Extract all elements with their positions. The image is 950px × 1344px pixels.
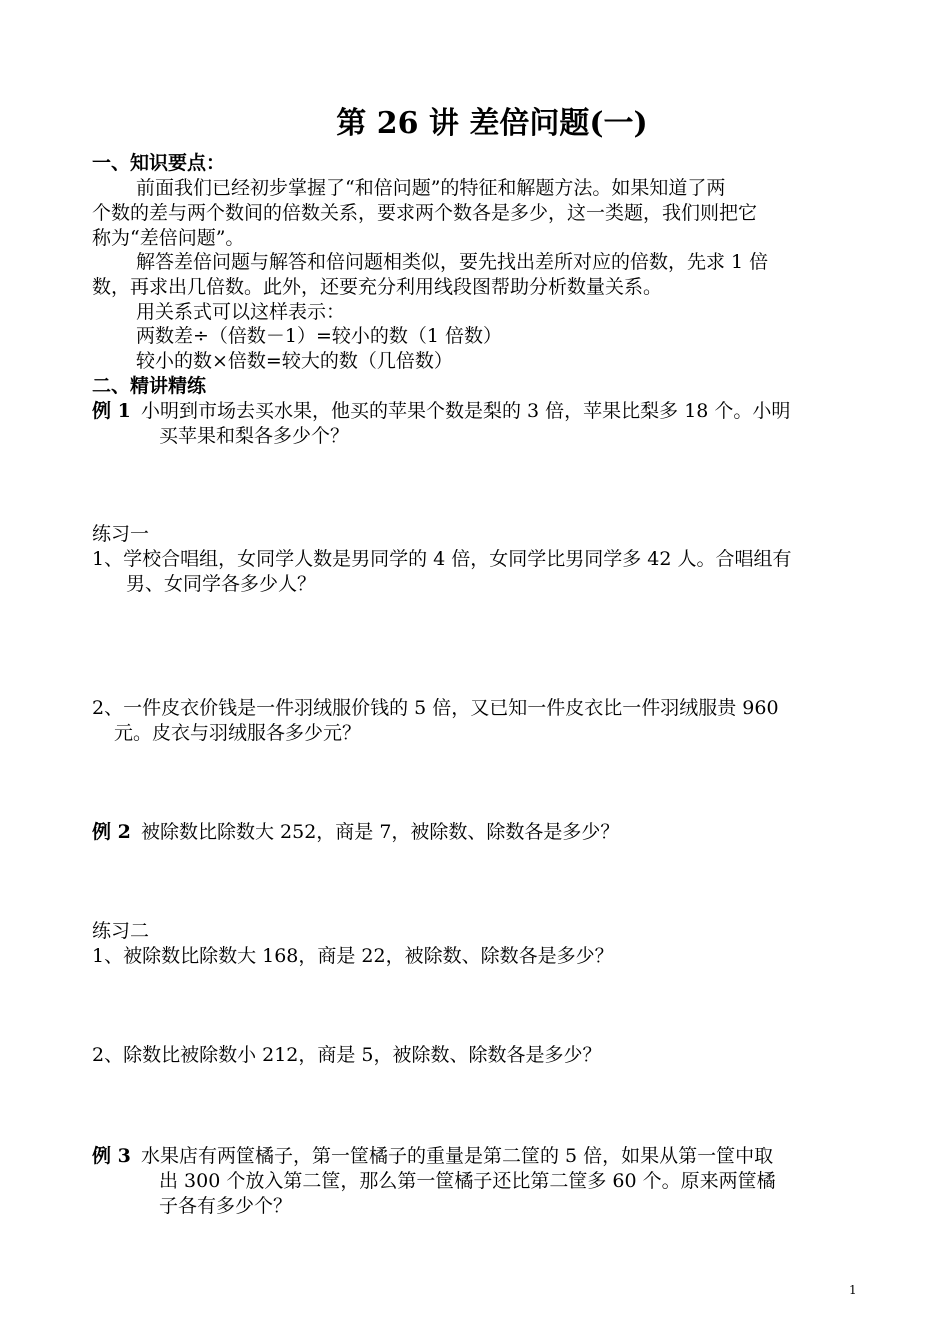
example-text: 被除数比除数大 252，商是 7，被除数、除数各是多少？ — [141, 821, 620, 843]
page-number: 1 — [849, 1283, 857, 1297]
example-text: 小明到市场去买水果，他买的苹果个数是梨的 3 倍，苹果比梨多 18 个。小明 — [141, 400, 791, 422]
example-text: 出 300 个放入第二筐，那么第一筐橘子还比第二筐多 60 个。原来两筐橘 — [159, 1170, 776, 1192]
question-text: 2、一件皮衣价钱是一件羽绒服价钱的 5 倍，又已知一件皮衣比一件羽绒服贵 960 — [92, 697, 779, 719]
question-text: 1、被除数比除数大 168，商是 22，被除数、除数各是多少？ — [92, 945, 614, 967]
formula-line: 两数差÷（倍数－1）=较小的数（1 倍数） — [136, 325, 503, 347]
formula-line: 较小的数×倍数=较大的数（几倍数） — [136, 350, 453, 372]
example-label: 例 2 — [92, 821, 131, 843]
example-label: 例 1 — [92, 400, 131, 422]
paragraph-line: 称为“差倍问题”。 — [92, 227, 245, 249]
question-text: 1、学校合唱组，女同学人数是男同学的 4 倍，女同学比男同学多 42 人。合唱组有 — [92, 548, 792, 570]
paragraph-line: 解答差倍问题与解答和倍问题相类似，要先找出差所对应的倍数，先求 1 倍 — [136, 251, 769, 273]
paragraph-line: 个数的差与两个数间的倍数关系，要求两个数各是多少，这一类题，我们则把它 — [92, 202, 758, 224]
paragraph-line: 数，再求出几倍数。此外，还要充分利用线段图帮助分析数量关系。 — [92, 276, 663, 298]
example-text: 水果店有两筐橘子，第一筐橘子的重量是第二筐的 5 倍，如果从第一筐中取 — [141, 1145, 774, 1167]
paragraph-line: 前面我们已经初步掌握了“和倍问题”的特征和解题方法。如果知道了两 — [136, 177, 726, 199]
example-label: 例 3 — [92, 1145, 131, 1167]
question-text: 2、除数比被除数小 212，商是 5，被除数、除数各是多少？ — [92, 1044, 602, 1066]
question-text: 元。皮衣与羽绒服各多少元？ — [114, 722, 362, 744]
question-text: 男、女同学各多少人？ — [126, 573, 317, 595]
section-heading-knowledge: 一、知识要点： — [92, 152, 226, 174]
section-heading-practice: 二、精讲精练 — [92, 375, 207, 397]
example-text: 买苹果和梨各多少个？ — [159, 425, 350, 447]
paragraph-line: 用关系式可以这样表示： — [136, 301, 346, 323]
page-title: 第 26 讲 差倍问题(一) — [336, 106, 648, 141]
practice-heading: 练习二 — [92, 920, 150, 942]
example-text: 子各有多少个？ — [159, 1195, 293, 1217]
practice-heading: 练习一 — [92, 523, 150, 545]
